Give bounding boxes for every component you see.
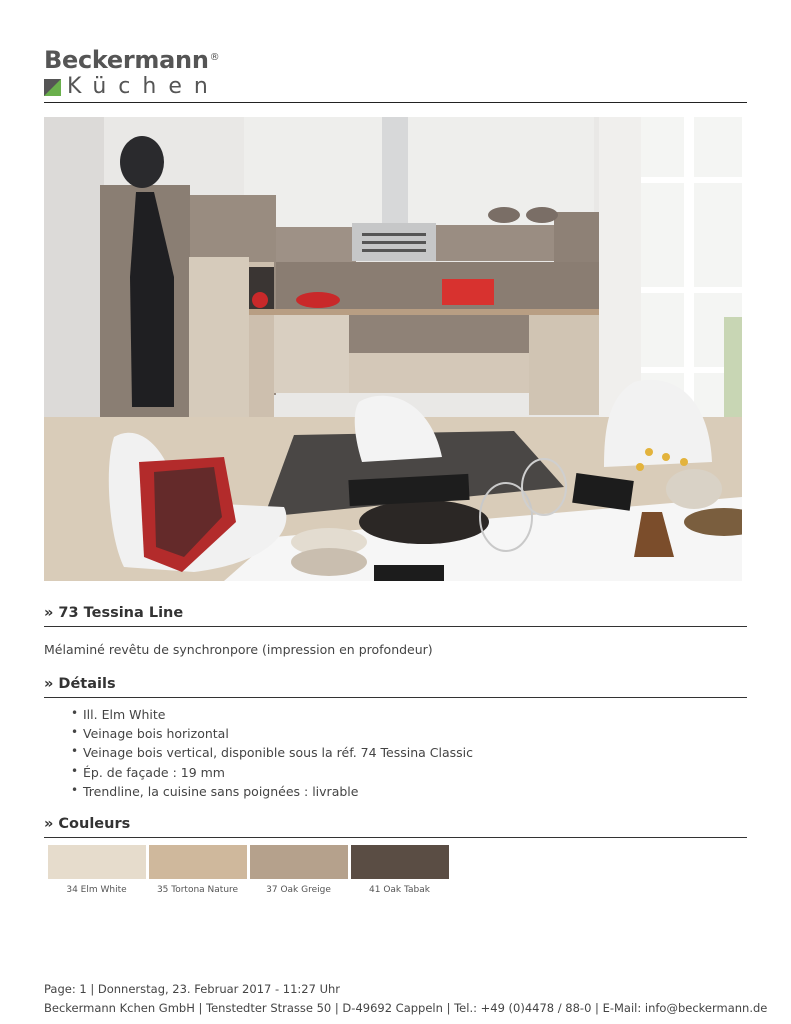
swatch-label: 37 Oak Greige xyxy=(266,885,331,895)
kitchen-photo xyxy=(44,117,742,581)
header-divider xyxy=(44,102,747,103)
details-item: • Veinage bois horizontal xyxy=(71,724,473,743)
colour-swatch xyxy=(147,845,248,895)
details-title: » Détails xyxy=(44,676,116,692)
registered-mark: ® xyxy=(209,52,220,63)
colour-swatch xyxy=(349,845,450,895)
swatch-elm-white xyxy=(48,845,146,879)
colour-swatch xyxy=(46,845,147,895)
colours-title: » Couleurs xyxy=(44,816,131,832)
details-list xyxy=(71,705,473,801)
footer-page-info: Page: 1 | Donnerstag, 23. Februar 2017 - 11:27 Uhr xyxy=(44,982,341,996)
logo-subtitle: Küchen xyxy=(67,74,220,99)
details-divider xyxy=(44,697,747,698)
logo-triangle-icon xyxy=(44,79,61,96)
colours-divider xyxy=(44,837,747,838)
details-item: • Veinage bois vertical, disponible sous la réf. 74 Tessina Classic xyxy=(71,743,473,762)
product-title-divider xyxy=(44,626,747,627)
swatch-label: 35 Tortona Nature xyxy=(156,885,239,895)
colour-swatches xyxy=(46,845,450,895)
swatch-label: 34 Elm White xyxy=(66,885,127,895)
product-title: » 73 Tessina Line xyxy=(44,605,184,621)
brand-logo xyxy=(44,46,234,102)
logo-wordmark: Beckermann® xyxy=(44,46,220,74)
details-item: • Ill. Elm White xyxy=(71,705,473,724)
swatch-oak-tabak xyxy=(351,845,449,879)
details-item: • Ép. de façade : 19 mm xyxy=(71,763,473,782)
swatch-oak-greige xyxy=(250,845,348,879)
swatch-label: 41 Oak Tabak xyxy=(369,885,430,895)
details-item: • Trendline, la cuisine sans poignées : livrable xyxy=(71,782,473,801)
colour-swatch xyxy=(248,845,349,895)
swatch-tortona-nature xyxy=(149,845,247,879)
footer-address: Beckermann Kchen GmbH | Tenstedter Strasse 50 | D-49692 Cappeln | Tel.: +49 (0)4478 / 88-0 | E-Mail: info@beckermann.de xyxy=(44,1001,768,1015)
material-description: Mélaminé revêtu de synchronpore (impression en profondeur) xyxy=(44,642,433,657)
